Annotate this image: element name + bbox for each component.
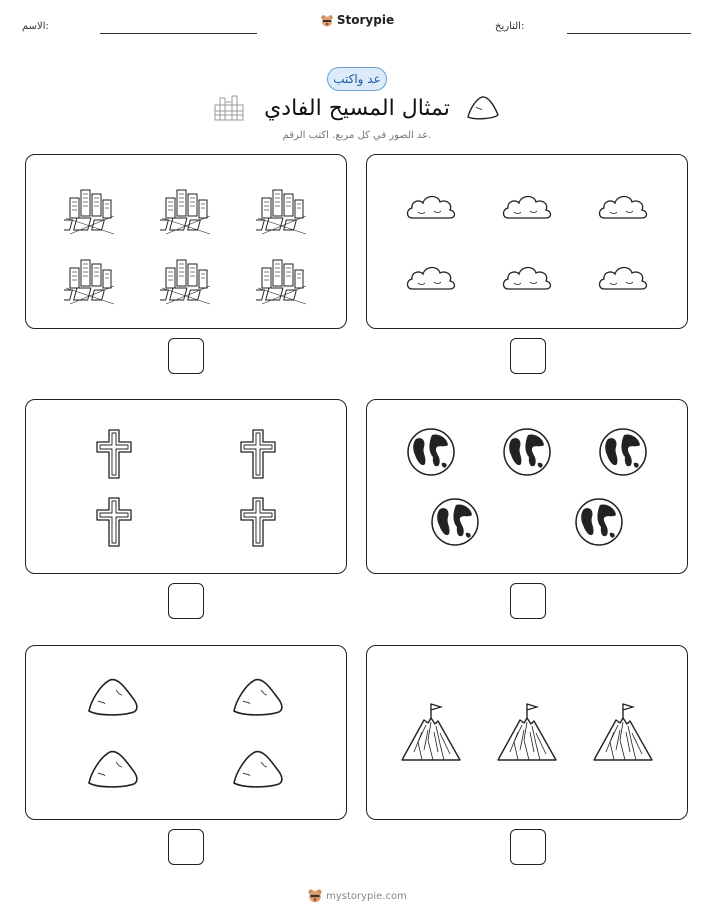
- answer-box-city[interactable]: [168, 338, 204, 374]
- count-panel-rock: [25, 645, 347, 820]
- city-icon: [160, 184, 212, 236]
- name-label: الاسم:: [22, 21, 49, 32]
- cross-icon: [94, 496, 134, 548]
- city-icon: [64, 254, 116, 306]
- rock-icon: [86, 747, 140, 789]
- count-panel-cross: [25, 399, 347, 574]
- globe-icon: [430, 497, 480, 547]
- rock-icon: [86, 675, 140, 717]
- answer-box-mountain[interactable]: [510, 829, 546, 865]
- answer-box-globe[interactable]: [510, 583, 546, 619]
- answer-box-cloud[interactable]: [510, 338, 546, 374]
- footer: [0, 888, 714, 904]
- rock-icon: [466, 93, 500, 121]
- city-icon: [256, 184, 308, 236]
- brand-logo: [0, 13, 714, 28]
- mountain-flag-icon: [592, 700, 654, 764]
- answer-box-cross[interactable]: [168, 583, 204, 619]
- cross-icon: [94, 428, 134, 480]
- rock-icon: [231, 747, 285, 789]
- city-icon: [64, 184, 116, 236]
- rock-icon: [231, 675, 285, 717]
- globe-icon: [502, 427, 552, 477]
- cross-icon: [238, 428, 278, 480]
- count-panel-cloud: [366, 154, 688, 329]
- globe-icon: [406, 427, 456, 477]
- footer-url[interactable]: mystorypie.com: [326, 891, 407, 902]
- cross-icon: [238, 496, 278, 548]
- city-icon: [256, 254, 308, 306]
- name-line[interactable]: [100, 33, 257, 34]
- date-label: التاريخ:: [495, 21, 525, 32]
- globe-icon: [598, 427, 648, 477]
- cloud-icon: [404, 190, 458, 224]
- globe-icon: [574, 497, 624, 547]
- cloud-icon: [500, 261, 554, 295]
- page-title: تمثال المسيح الفادي: [264, 96, 450, 121]
- date-line[interactable]: [567, 33, 691, 34]
- cloud-icon: [500, 190, 554, 224]
- mountain-flag-icon: [400, 700, 462, 764]
- city-icon: [160, 254, 212, 306]
- activity-badge: عد واكتب: [327, 67, 387, 91]
- answer-box-rock[interactable]: [168, 829, 204, 865]
- mountain-flag-icon: [496, 700, 558, 764]
- cloud-icon: [596, 190, 650, 224]
- brand-name: Storypie: [336, 13, 395, 27]
- storypie-mascot-icon: [320, 14, 334, 28]
- instructions: عد الصور في كل مربع. اكتب الرقم.: [282, 130, 432, 141]
- cloud-icon: [596, 261, 650, 295]
- storypie-mascot-icon: [307, 888, 323, 904]
- count-panel-globe: [366, 399, 688, 574]
- cloud-icon: [404, 261, 458, 295]
